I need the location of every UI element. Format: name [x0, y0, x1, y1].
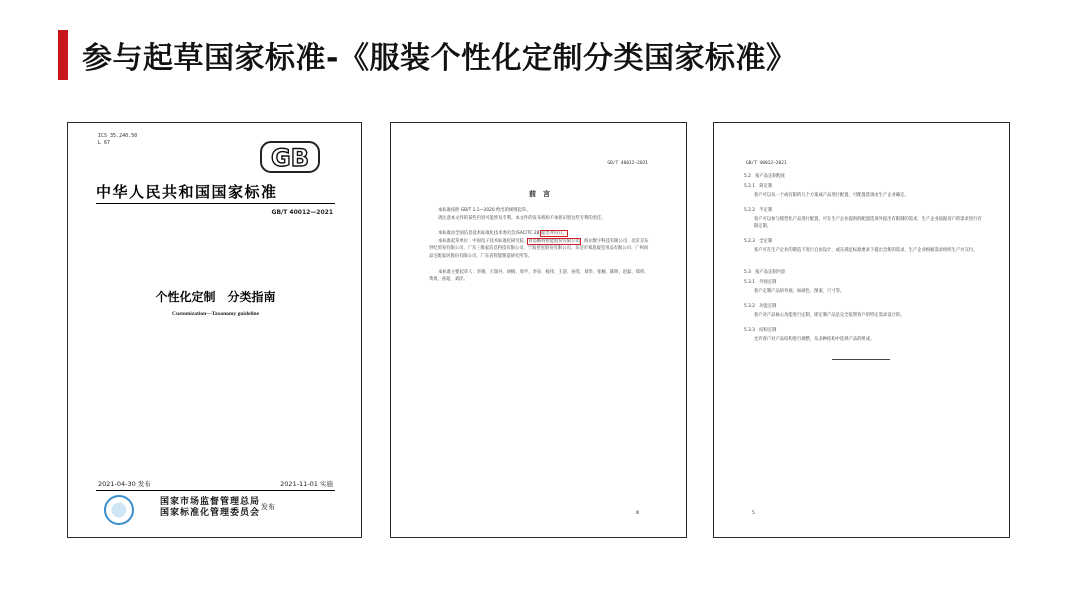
- subsection-heading: 5.2.2 半定制: [744, 208, 773, 213]
- divider: [96, 490, 335, 491]
- title-accent-bar: [58, 30, 68, 80]
- issuer-samr: 国家市场监督管理总局: [160, 497, 261, 507]
- subsection-body: 允许客户对产品结构进行调整，从多种结构中选择产品的组成。: [754, 337, 875, 342]
- subsection-body: 客户可在生产企业的制造下进行自由设计，或在满足标准要求下提出全新的需求，生产企业根据需求组织生产并交付。: [754, 248, 978, 253]
- subsection-heading: 5.2.3 全定制: [744, 239, 773, 244]
- gb-logo: [260, 141, 320, 173]
- standard-code: GB/T 40012—2021: [271, 209, 333, 216]
- page-number: 5: [752, 511, 755, 516]
- drafting-units-paragraph: 本标准起草单位：中国电子技术标准化研究院、青岛酷特智能股份有限公司、海尔数字科技有限公司、北京京东世纪贸易有限公司、广东三维家信息科技有限公司、宁波慈星股份有限公司、东莞市慕思寝室用品有限公司、广州尚品宅配家居股份有限公司、广东省智能制造研究所等。: [429, 239, 649, 259]
- clauses-page: [713, 122, 1010, 538]
- foreword-paragraph: 本标准由全国信息技术标准化技术委员会(SAC/TC 28)提出并归口。: [438, 231, 567, 236]
- divider: [96, 203, 335, 204]
- highlighted-company: 青岛酷特智能股份有限公司: [528, 239, 580, 244]
- svg-text:GB: GB: [271, 144, 309, 172]
- slide-title: 参与起草国家标准-《服装个性化定制分类国家标准》: [82, 41, 797, 76]
- section-heading: 5.2 按产品定制程度: [744, 174, 786, 179]
- issuer-sac: 国家标准化管理委员会: [160, 508, 261, 518]
- subsection-body: 客户对产品核心功能进行定制，即定制产品是完全依照客户的特定需求设计的。: [754, 313, 905, 318]
- subsection-body: 客户定制产品的外观，如颜色、图案、尺寸等。: [754, 289, 845, 294]
- foreword-paragraph: 本标准按照 GB/T 1.1—2020 给出的规则起草。: [438, 208, 531, 213]
- issuing-agencies: [160, 497, 260, 519]
- cover-title: 中华人民共和国国家标准: [96, 183, 278, 201]
- standard-name-english: Customization—Taxonomy guideline: [171, 311, 260, 317]
- ics-code: ICS 35.240.50: [98, 133, 138, 139]
- committee-highlight: 提出并归口。: [541, 231, 567, 236]
- subsection-heading: 5.2.1 简定制: [744, 184, 773, 189]
- page-header-code: GB/T 40012—2021: [746, 161, 787, 166]
- foreword-page: [390, 122, 687, 538]
- publish-date: 2021-04-30 发布: [98, 480, 151, 488]
- issue-label: 发布: [261, 503, 275, 511]
- effective-date: 2021-11-01 实施: [280, 480, 333, 488]
- classification-codes: [98, 133, 137, 147]
- standard-cover-page: [67, 122, 362, 538]
- subsection-heading: 5.3.3 结构定制: [744, 328, 777, 333]
- ccs-code: L 67: [98, 140, 111, 146]
- subsection-heading: 5.3.1 外观定制: [744, 280, 777, 285]
- foreword-paragraph: 请注意本文件的某些内容可能涉及专利。本文件的发布机构不承担识别这些专利的责任。: [438, 216, 606, 221]
- page-header-code: GB/T 40012—2021: [607, 161, 648, 166]
- drafters-paragraph: 本标准主要起草人：李晓、王瑞丹、胡梅、周平、李泉、杨伟、王迎、孙雯、刘华、张楠、陈明、赵磊、郑伟、黄勇、孙超、刘洋。: [429, 270, 649, 283]
- subsection-heading: 5.3.2 功能定制: [744, 304, 777, 309]
- end-of-text-rule: [832, 359, 890, 360]
- standard-name: 个性化定制 分类指南: [155, 290, 276, 304]
- subsection-body: 客户可以参与模型化产品进行配置，可在生产企业提供的配置选项外提出有限制的需求，生产企业依据客户的需求进行有限定制。: [754, 217, 982, 229]
- subsection-body: 客户可以从一个或有限的几个方案或产品进行配置，可配置选项由生产企业确定。: [754, 193, 909, 198]
- page-number: Ⅲ: [636, 511, 640, 516]
- foreword-heading: 前 言: [529, 190, 550, 198]
- section-heading: 5.3 按产品定制内容: [744, 270, 786, 275]
- agency-seal-icon: [104, 495, 134, 525]
